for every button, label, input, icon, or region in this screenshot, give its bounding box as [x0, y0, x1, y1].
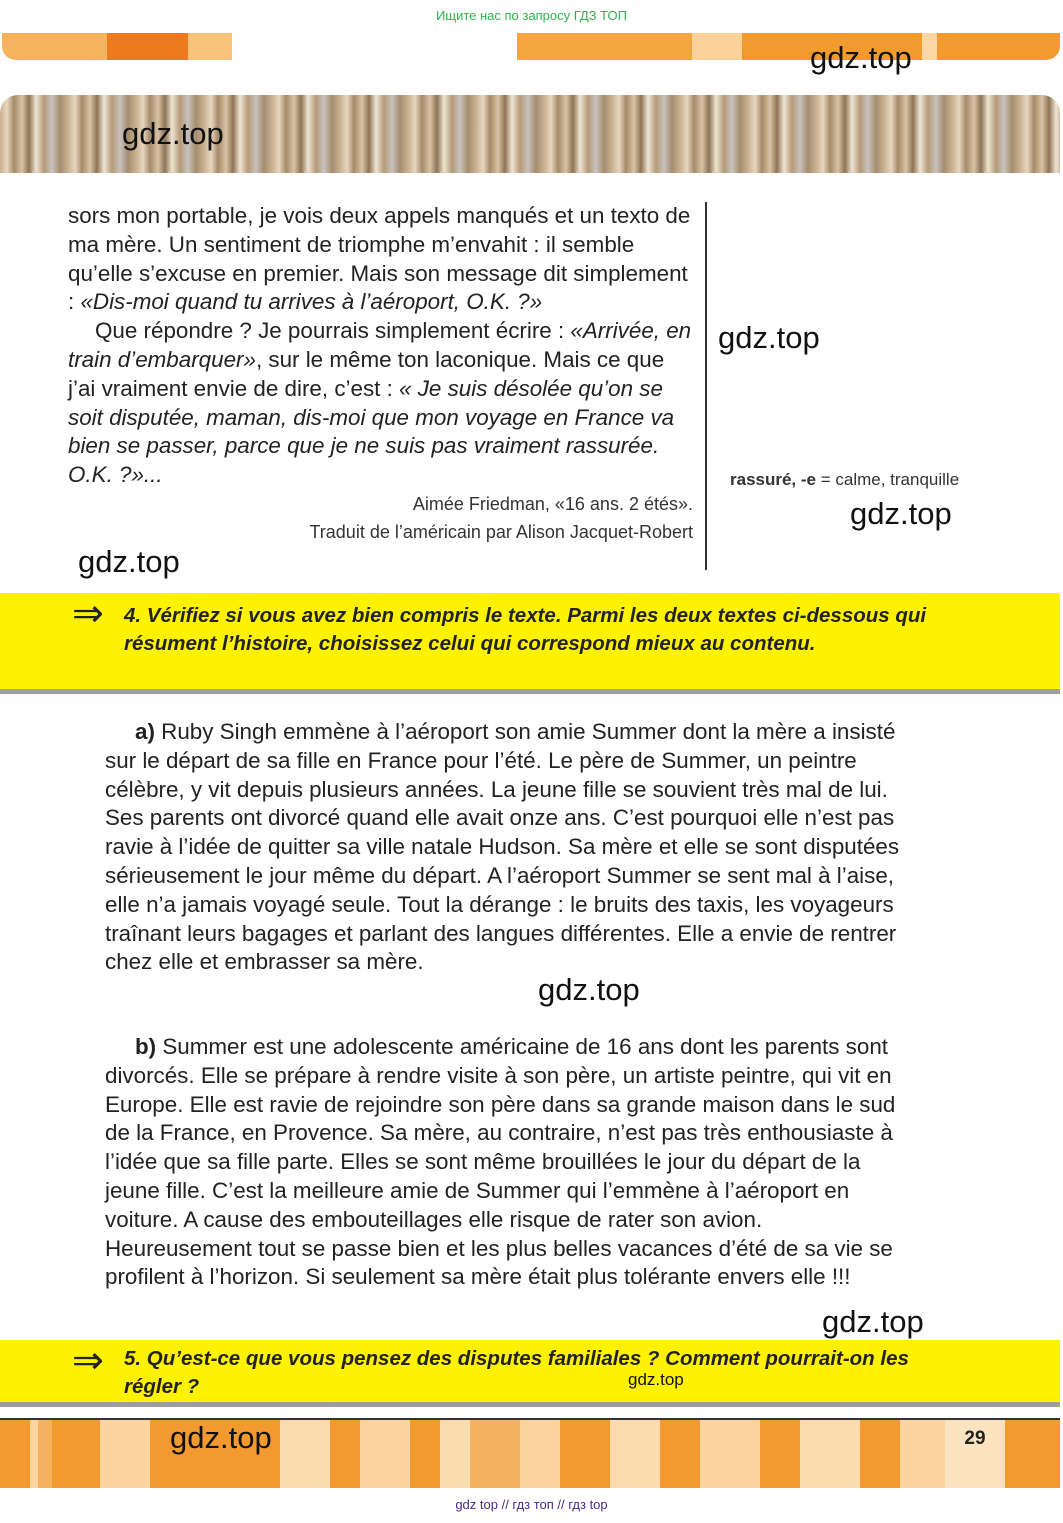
watermark: gdz.top [810, 40, 912, 75]
watermark: gdz.top [538, 972, 640, 1007]
summary-a: a) Ruby Singh emmène à l’aéroport son amie Summer dont la mère a insisté sur le départ de sa fille en France pour l’été. Le père de Summer, un peintre célèbre, y vit depuis plusieurs années. La jeune fille se souvient très mal de lui. Ses parents ont divorcé quand elle avait onze ans. C’est pourquoi elle n’est pas ravie à l’idée de quitter sa ville natale Hudson. Sa mère et elle se sont disputées sérieusement le jour même du départ. A l’aéroport Summer se sent mal à l’aise, elle n’a jamais voyagé seule. Tout la dérange : le bruits des taxis, les voyageurs traînant leurs bagages et parlant des langues différentes. Elle a envie de rentrer chez elle et embrasser sa mère. [105, 719, 900, 975]
citation-translator: Traduit de l’américain par Alison Jacquet-Robert [309, 521, 693, 542]
task-4-banner [0, 593, 1060, 694]
watermark: gdz.top [822, 1304, 924, 1339]
watermark: gdz.top [78, 544, 180, 579]
task-5-text: 5. Qu’est-ce que vous pensez des disputes familiales ? Comment pourrait-on les régler ? [124, 1347, 909, 1398]
watermark: gdz.top [718, 320, 820, 355]
reading-paragraph-2: Que répondre ? Je pourrais simplement écrire : «Arrivée, en train d’embarquer», sur le même ton laconique. Mais ce que j’ai vraiment envie de dire, c’est : « Je suis désolée qu’on se soit disputée, maman, dis-moi que mon voyage en France va bien se passer, parce que je ne suis pas vraiment rassurée. O.K. ?»... [68, 318, 692, 488]
watermark: gdz.top [122, 116, 224, 151]
footer-stripe-bar [0, 1420, 1060, 1488]
column-divider [705, 202, 707, 570]
citation-author: Aimée Friedman, «16 ans. 2 étés». [412, 493, 693, 514]
watermark: gdz.top [850, 496, 952, 531]
arrow-icon: ⇒ [72, 1340, 104, 1382]
arrow-icon: ⇒ [72, 593, 104, 635]
footer-links[interactable]: gdz top // гдз топ // гдз top [455, 1497, 608, 1512]
watermark-small: gdz.top [628, 1370, 684, 1389]
summary-a-label: a) [135, 719, 155, 744]
reading-excerpt [68, 202, 693, 546]
summary-b-label: b) [135, 1034, 157, 1059]
page-number: 29 [964, 1428, 986, 1449]
summary-b: b) Summer est une adolescente américaine de 16 ans dont les parents sont divorcés. Elle se prépare à rendre visite à son père, un artiste peintre, qui vit en Europe. Elle est ravie de rejoindre son père dans sa grande maison dans le sud de la France, en Provence. Sa mère, au contraire, n’est pas très enthousiaste à l’idée que sa fille parte. Elles se sont même brouillées le jour du départ de la jeune fille. C’est la meilleure amie de Summer qui l’emmène à l’aéroport en voiture. A cause des embouteillages elle risque de rater son avion. Heureusement tout se passe bien et les plus belles vacances d’été de sa vie se profilent à l’horizon. Si seulement sa mère était plus tolérante envers elle !!! [105, 1034, 896, 1290]
watermark: gdz.top [170, 1420, 272, 1455]
task-4-text: 4. Vérifiez si vous avez bien compris le texte. Parmi les deux textes ci-dessous qui résument l’histoire, choisissez celui qui correspond mieux au contenu. [124, 604, 927, 655]
reading-paragraph-1: sors mon portable, je vois deux appels manqués et un texto de ma mère. Un sentiment de triomphe m’envahit : il semble qu’elle s’excuse en premier. Mais son message dit simplement : «Dis-moi quand tu arrives à l’aéroport, O.K. ?» [68, 203, 691, 315]
task-5-banner [0, 1340, 1060, 1407]
glossary-note: rassuré, -e = calme, tranquille [730, 470, 960, 489]
search-hint: Ищите нас по запросу ГДЗ ТОП [436, 8, 627, 23]
